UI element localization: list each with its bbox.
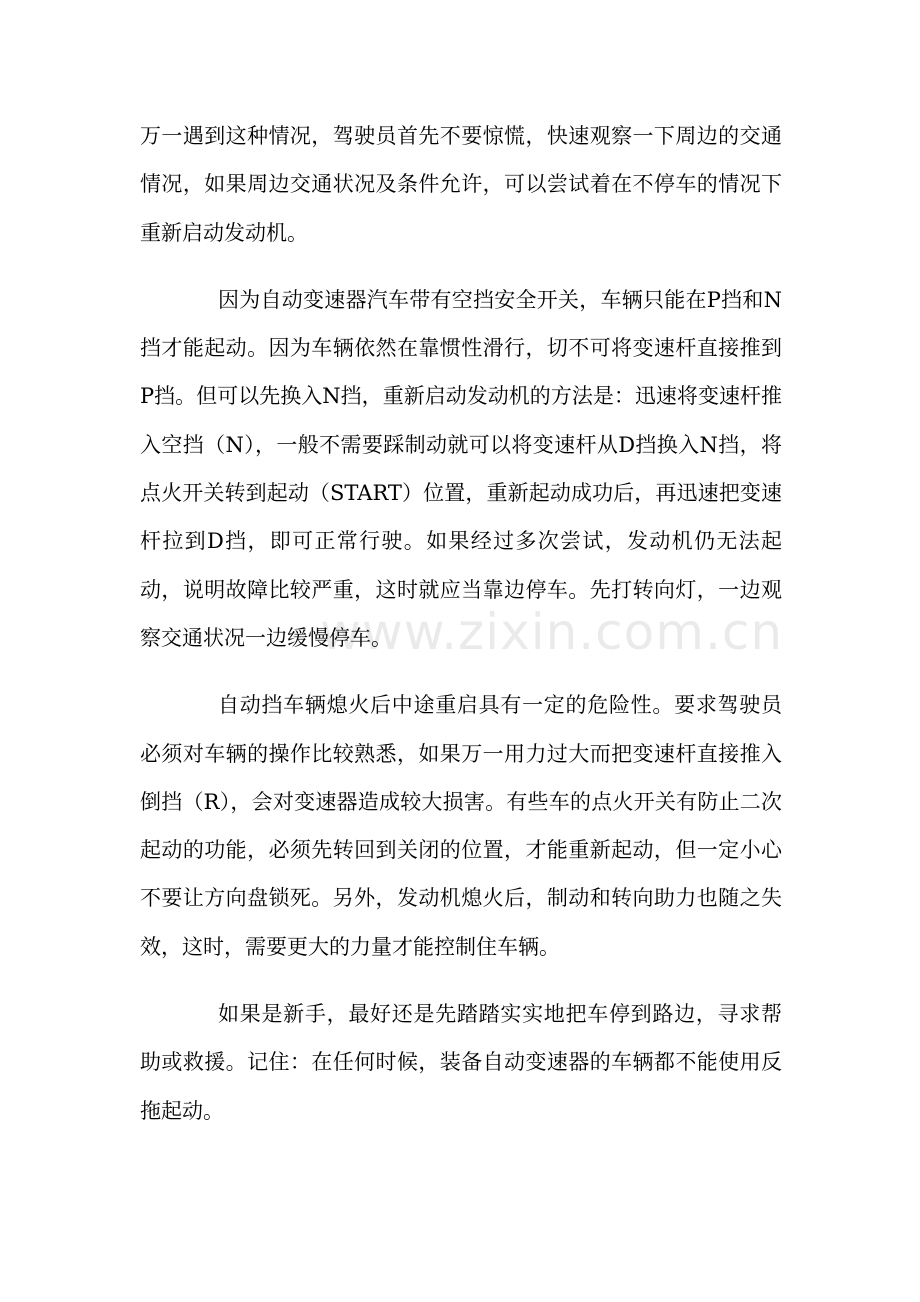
paragraph-1: 万一遇到这种情况，驾驶员首先不要惊慌，快速观察一下周边的交通情况，如果周边交通状况及条件允许，可以尝试着在不停车的情况下重新启动发动机。	[140, 124, 782, 245]
paragraph-4: 如果是新手，最好还是先踏踏实实地把车停到路边，寻求帮助或救援。记住：在任何时候，装备自动变速器的车辆都不能使用反拖起动。	[140, 1002, 782, 1123]
watermark: www.zixin.com.cn	[320, 603, 784, 661]
paragraph-2: 因为自动变速器汽车带有空挡安全开关，车辆只能在P挡和N挡才能起动。因为车辆依然在靠惯性滑行，切不可将变速杆直接推到P挡。但可以先换入N挡，重新启动发动机的方法是：迅速将变速杆推入空挡（N），一般不需要踩制动就可以将变速杆从D挡换入N挡，将点火开关转到起动（START）位置，重新起动成功后，再迅速把变速杆拉到D挡，即可正常行驶。如果经过多次尝试，发动机仍无法起动，说明故障比较严重，这时就应当靠边停车。先打转向灯，一边观察交通状况一边缓慢停车。	[140, 287, 782, 650]
document-body	[140, 112, 782, 1135]
paragraph-3: 自动挡车辆熄火后中途重启具有一定的危险性。要求驾驶员必须对车辆的操作比较熟悉，如果万一用力过大而把变速杆直接推入倒挡（R），会对变速器造成较大损害。有些车的点火开关有防止二次起动的功能，必须先转回到关闭的位置，才能重新起动，但一定小心不要让方向盘锁死。另外，发动机熄火后，制动和转向助力也随之失效，这时，需要更大的力量才能控制住车辆。	[140, 693, 782, 959]
